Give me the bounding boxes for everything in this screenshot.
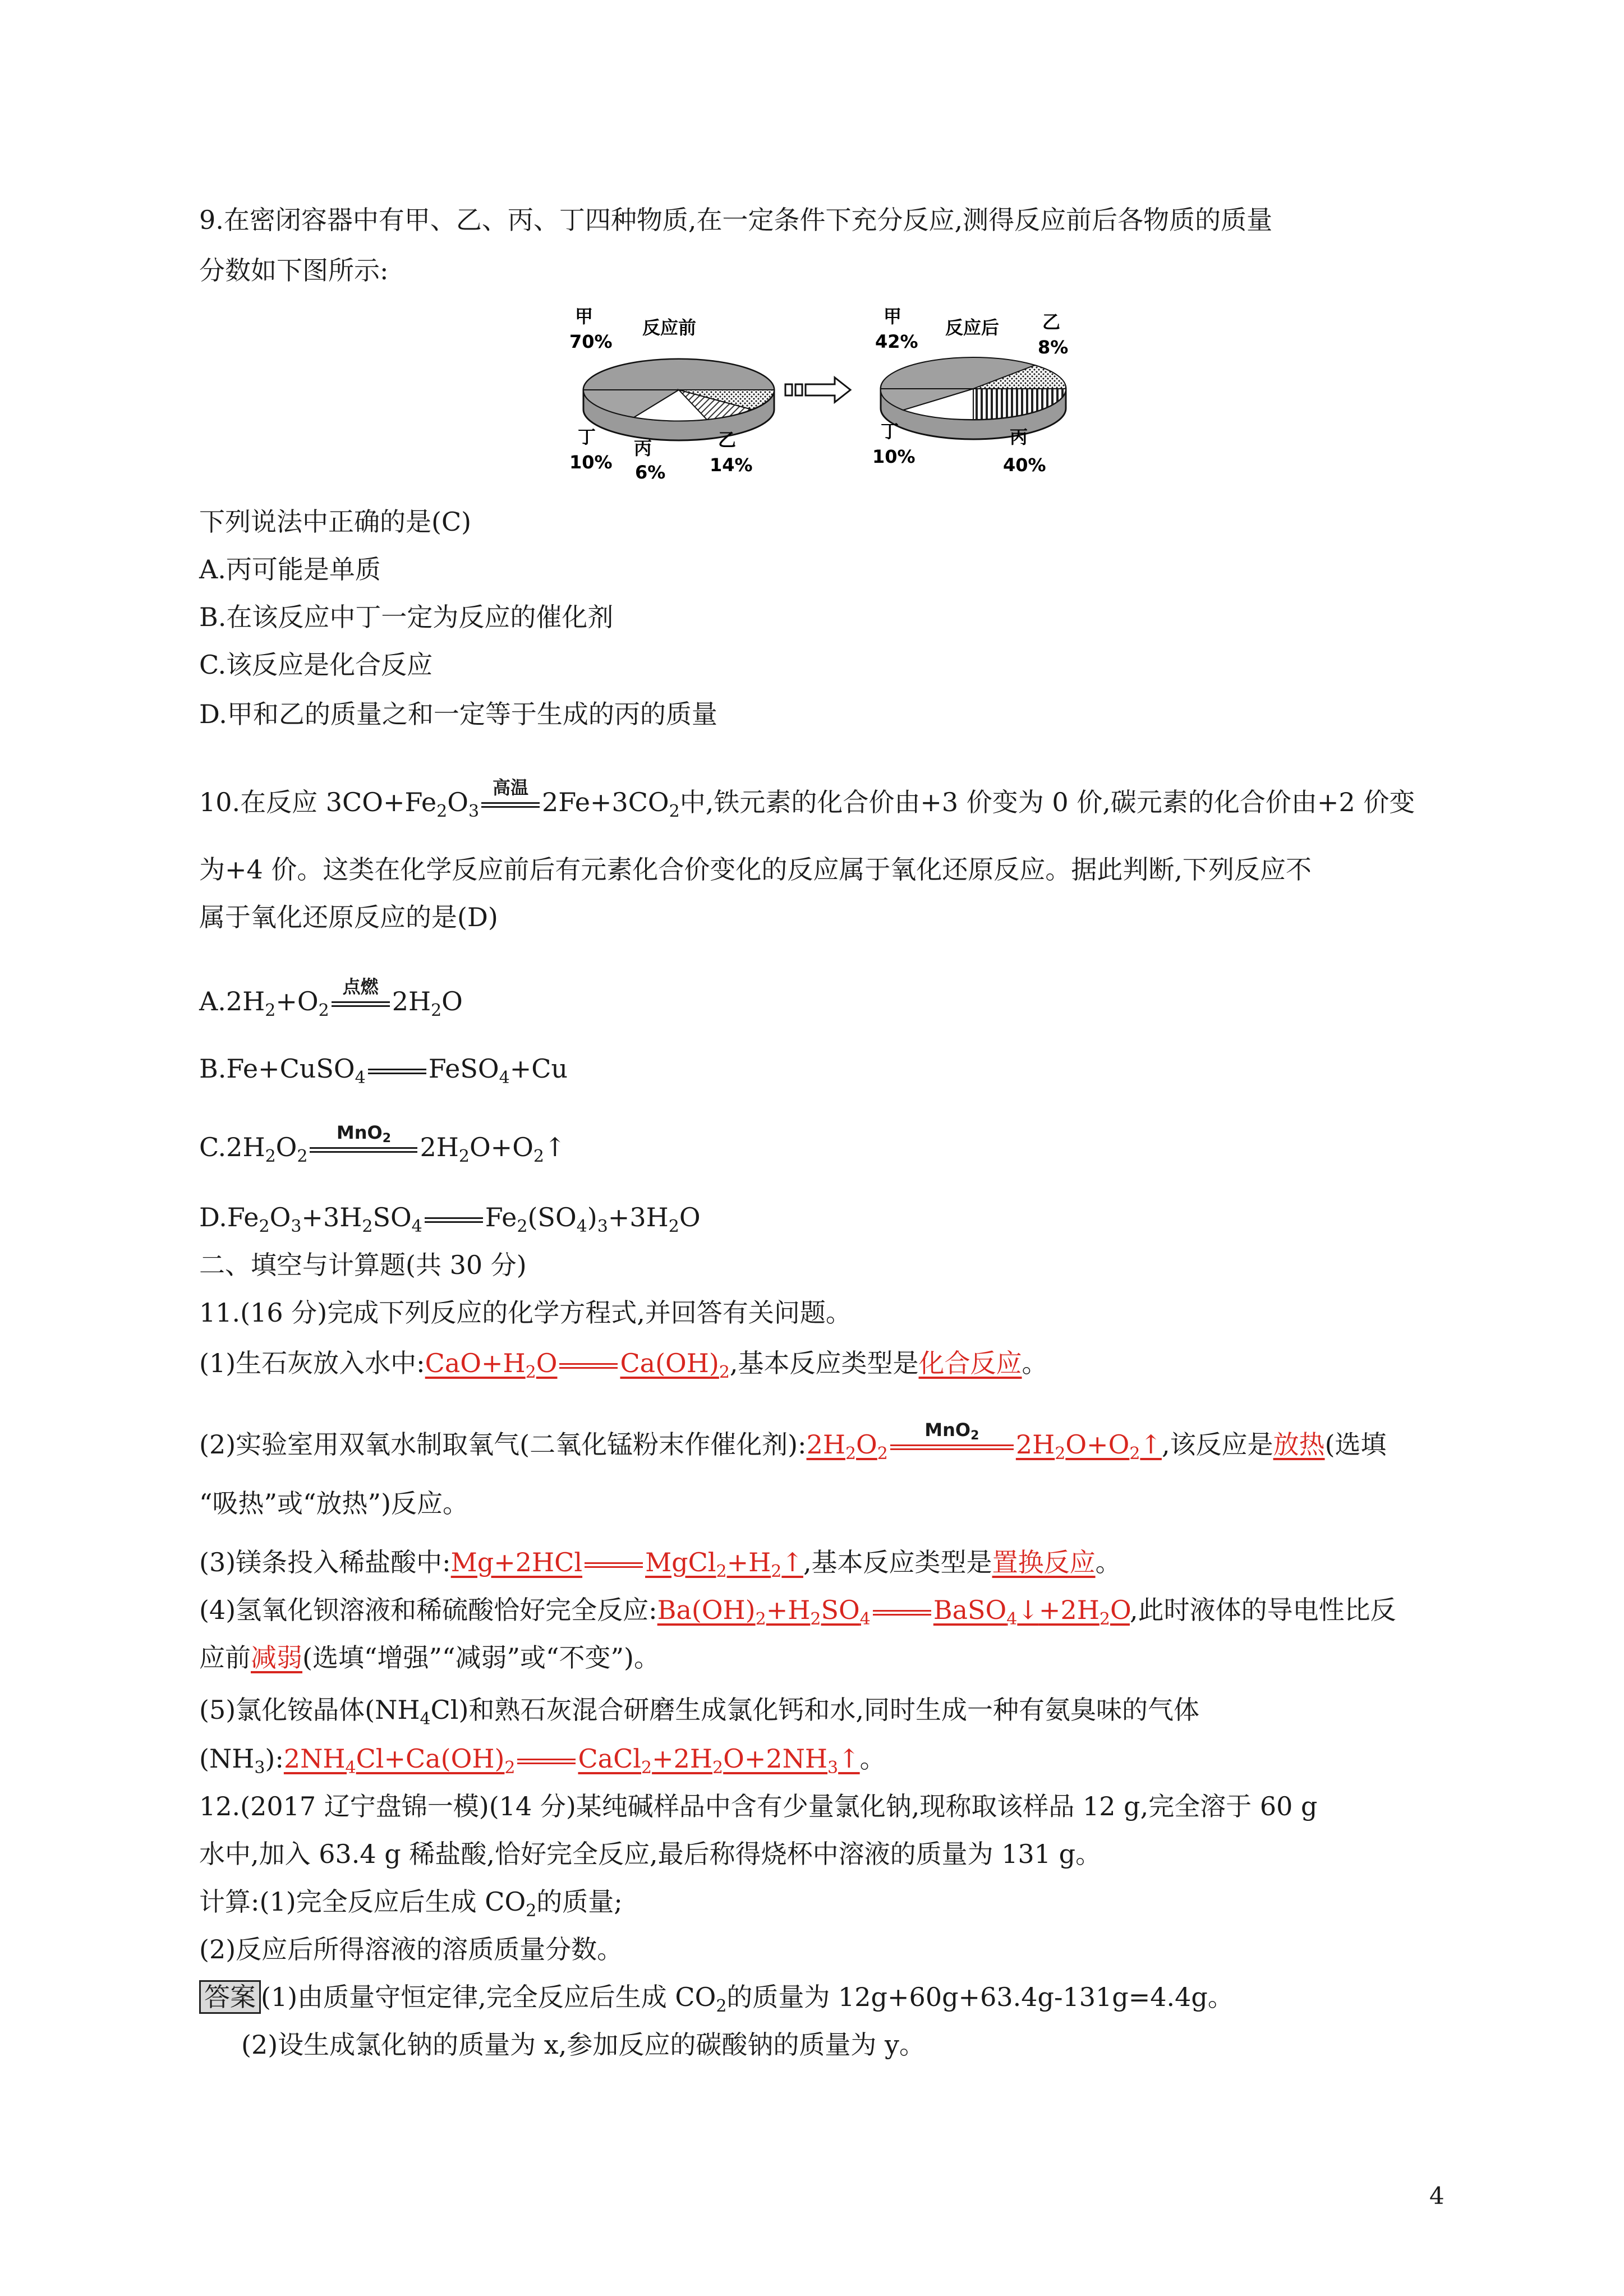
- section-heading: 二、填空与计算题(共 30 分): [199, 1250, 527, 1280]
- pie-after: [881, 357, 1066, 439]
- answer-equation: $CaO+H_2O$ $Ca(OH)_2$: [425, 1348, 730, 1378]
- equals-sign-with-condition: MnO2: [888, 1428, 1016, 1461]
- q10-option-a: $A.2H_2+O_2$ 点燃 $2H_2O$: [199, 976, 463, 1020]
- q11-item4-line2: 应前减弱(选填“增强”“减弱”或“不变”)。: [199, 1642, 660, 1673]
- label-after-yi-pct: 8%: [1038, 337, 1069, 358]
- q10-line1: 10.在反应 $3CO+Fe_2O_3$ 高温 $2Fe+3CO_2$中,铁元素的化合价由+3 价变为 0 价,碳元素的化合价由+2 价变: [199, 777, 1415, 821]
- q9-stem: 下列说法中正确的是(C): [199, 507, 472, 537]
- label-after-ding-pct: 10%: [872, 446, 915, 467]
- q12-line1: 12.(2017 辽宁盘锦一模)(14 分)某纯碱样品中含有少量氯化钠,现称取该样品 12 g,完全溶于 60 g: [199, 1791, 1318, 1821]
- q10-option-c: $C.2H_2O_2$ MnO2 $2H_2O+O_2↑$: [199, 1122, 566, 1166]
- up-arrow-icon: ↑: [781, 1547, 803, 1577]
- arrow-icon: [785, 378, 850, 402]
- q12-line3: 计算:(1)完全反应后生成 $CO_2$的质量;: [199, 1887, 623, 1921]
- q11-stem: 11.(16 分)完成下列反应的化学方程式,并回答有关问题。: [199, 1297, 852, 1328]
- answer-equation: $2H_2O_2$ MnO2 $2H_2O+O_2↑$: [806, 1419, 1162, 1464]
- label-after-bing: 丙: [1010, 426, 1028, 448]
- label-after-jia: 甲: [884, 306, 902, 327]
- q9-option-a: A.丙可能是单质: [199, 554, 381, 585]
- q10-option-d: $D.Fe_2O_3+3H_2SO_4$ $Fe_2(SO_4)_3+3H_2O$: [199, 1200, 701, 1238]
- equals-sign-with-condition: MnO2: [307, 1130, 420, 1164]
- label-before-yi: 乙: [718, 429, 737, 450]
- label-before-yi-pct: 14%: [710, 454, 753, 476]
- q11-item5-line1: (5)氯化铵晶体$(NH_4Cl)$和熟石灰混合研磨生成氯化钙和水,同时生成一种有氨臭味的气体: [199, 1695, 1200, 1729]
- q9-line1: 9.在密闭容器中有甲、乙、丙、丁四种物质,在一定条件下充分反应,测得反应前后各物质的质量: [199, 205, 1273, 235]
- q12-line2: 水中,加入 63.4 g 稀盐酸,恰好完全反应,最后称得烧杯中溶液的质量为 131 g。: [199, 1839, 1102, 1869]
- q10-line3: 属于氧化还原反应的是(D): [199, 902, 498, 932]
- q11-item2-line2: “吸热”或“放热”)反应。: [199, 1488, 469, 1519]
- answer-label-box: 答案: [199, 1980, 261, 2014]
- label-before-title: 反应前: [642, 317, 697, 338]
- equals-sign-with-condition: 高温: [479, 785, 542, 819]
- q11-item2: (2)实验室用双氧水制取氧气(二氧化锰粉末作催化剂)$:2H_2O_2$ MnO2 $2H_2O+O_2↑$,该反应是放热(选填: [199, 1419, 1387, 1464]
- label-before-ding: 丁: [578, 426, 596, 448]
- equals-sign: [515, 1742, 578, 1775]
- answer-reaction-type: 置换反应: [992, 1547, 1096, 1577]
- q9-option-d: D.甲和乙的质量之和一定等于生成的丙的质量: [199, 699, 717, 729]
- q11-item5-line2: $(NH_3):2NH_4Cl+Ca(OH)_2$ $CaCl_2+2H_2O+2NH_3↑$。: [199, 1742, 886, 1779]
- up-arrow-icon: ↑: [544, 1132, 566, 1162]
- label-before-jia-pct: 70%: [569, 331, 613, 352]
- answer-equation: Mg+2HCl $MgCl_2+H_2↑$: [451, 1547, 803, 1577]
- q9-option-b: B.在该反应中丁一定为反应的催化剂: [199, 602, 614, 632]
- q9-line2: 分数如下图所示:: [199, 255, 389, 286]
- page-number: 4: [1429, 2182, 1444, 2210]
- equals-sign: [557, 1346, 620, 1380]
- label-before-jia: 甲: [575, 306, 594, 327]
- equals-sign: [366, 1052, 429, 1085]
- answer-equation: $Ba(OH)_2+H_2SO_4$ $BaSO_4↓+2H_2O$: [657, 1595, 1130, 1625]
- answer-reaction-type: 化合反应: [918, 1348, 1022, 1378]
- equals-sign: [422, 1200, 485, 1234]
- down-arrow-icon: ↓: [1017, 1595, 1039, 1625]
- label-after-bing-pct: 40%: [1003, 454, 1046, 476]
- up-arrow-icon: ↑: [838, 1743, 860, 1774]
- q9-pie-figure: [567, 306, 1116, 485]
- equals-sign-with-condition: 点燃: [329, 984, 392, 1018]
- label-before-bing: 丙: [634, 438, 652, 459]
- label-before-ding-pct: 10%: [569, 452, 613, 473]
- label-before-bing-pct: 6%: [635, 462, 666, 483]
- answer-heat: 放热: [1273, 1429, 1325, 1460]
- q12-line4: (2)反应后所得溶液的溶质质量分数。: [199, 1934, 623, 1964]
- label-after-jia-pct: 42%: [875, 331, 918, 352]
- q11-item4: (4)氢氧化钡溶液和稀硫酸恰好完全反应$:Ba(OH)_2+H_2SO_4$ $BaSO_4↓+2H_2O$,此时液体的导电性比反: [199, 1593, 1396, 1631]
- q11-item1: (1)生石灰放入水中$:CaO+H_2O$ $Ca(OH)_2$,基本反应类型是化合反应。: [199, 1346, 1048, 1384]
- pie-before: [583, 359, 774, 440]
- equals-sign: [582, 1545, 645, 1579]
- label-after-title: 反应后: [945, 317, 1000, 338]
- q10-option-b: B.Fe+CuSO$_4$ FeSO$_4$+Cu: [199, 1052, 568, 1089]
- label-after-yi: 乙: [1042, 311, 1061, 333]
- q10-line2: 为+4 价。这类在化学反应前后有元素化合价变化的反应属于氧化还原反应。据此判断,下列反应不: [199, 854, 1312, 885]
- equals-sign: [871, 1593, 933, 1627]
- q12-answer1: 答案 (1)由质量守恒定律,完全反应后生成 $CO_2$的质量为 12g+60g+63.4g-131g=4.4g。: [199, 1980, 1234, 2018]
- answer-equation: $2NH_4Cl+Ca(OH)_2$ $CaCl_2+2H_2O+2NH_3↑$: [284, 1743, 860, 1774]
- answer-conductivity: 减弱: [251, 1642, 302, 1673]
- q12-answer2: (2)设生成氯化钠的质量为 x,参加反应的碳酸钠的质量为 y。: [241, 2030, 925, 2060]
- q9-option-c: C.该反应是化合反应: [199, 650, 433, 680]
- up-arrow-icon: ↑: [1140, 1429, 1162, 1460]
- q11-item3: (3)镁条投入稀盐酸中:Mg+2HCl $MgCl_2+H_2↑$,基本反应类型是置换反应。: [199, 1545, 1121, 1583]
- label-after-ding: 丁: [881, 421, 899, 442]
